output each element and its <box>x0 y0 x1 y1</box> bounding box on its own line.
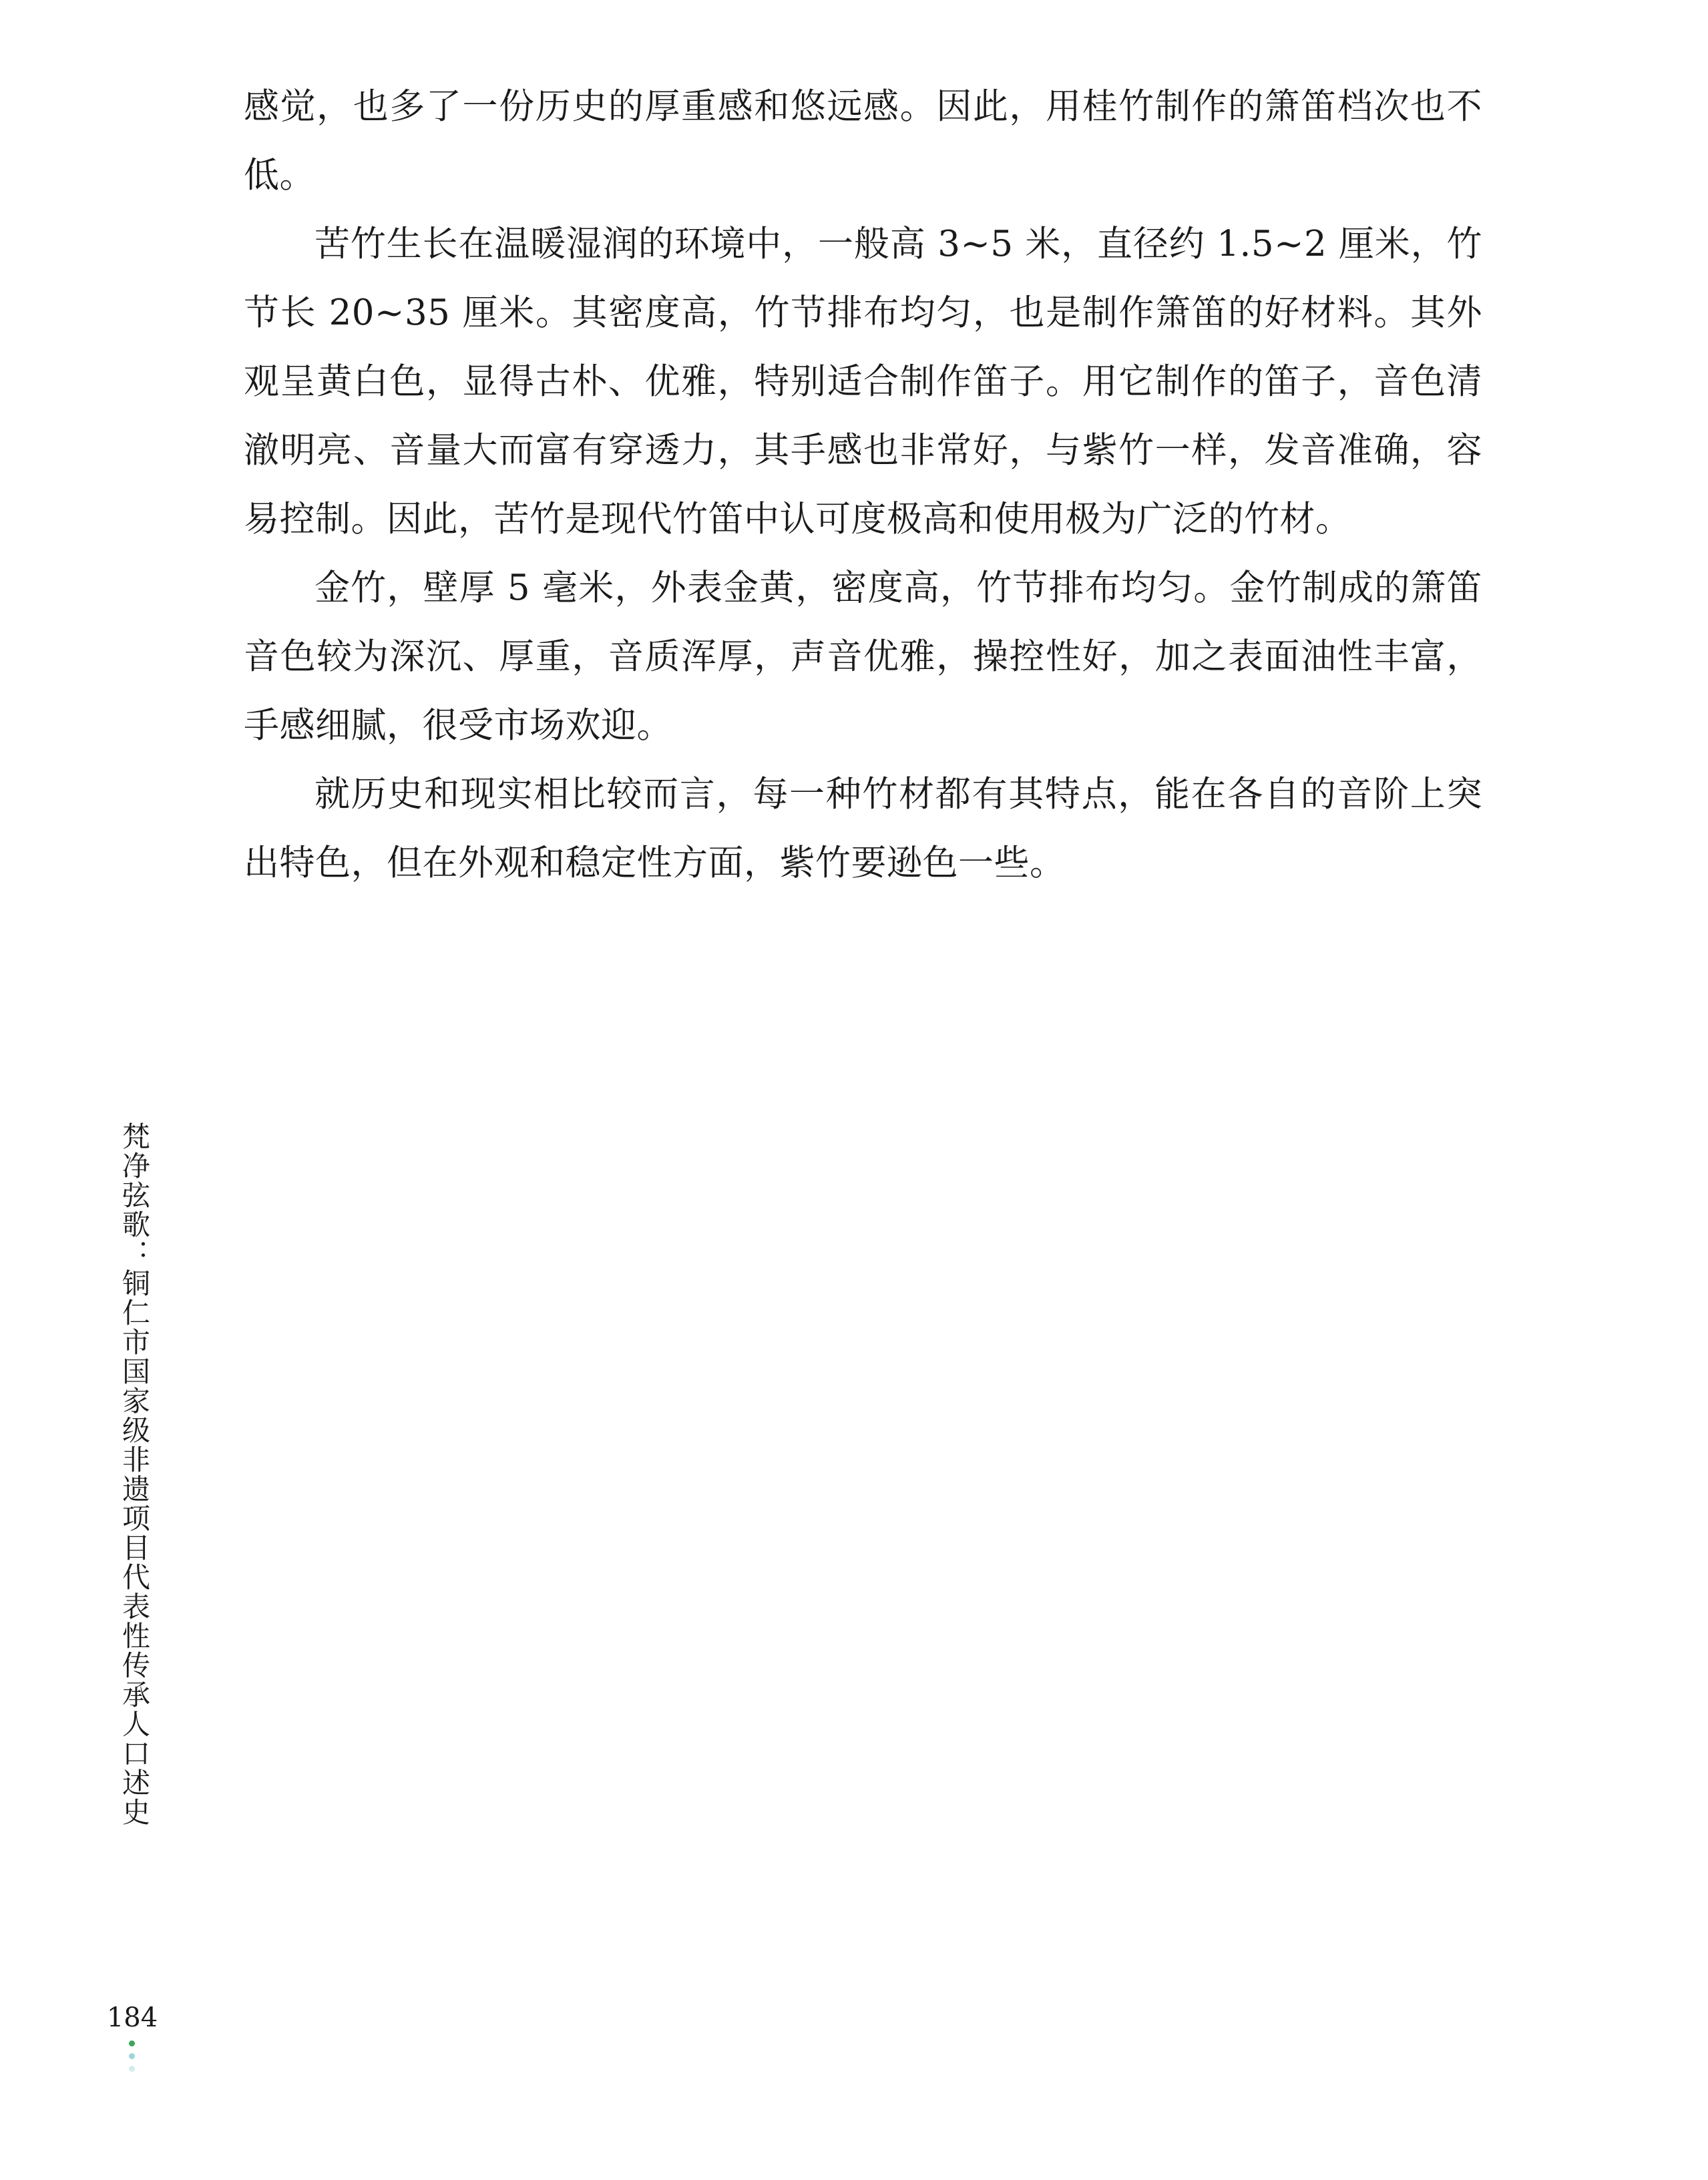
decorative-dot <box>129 2066 135 2072</box>
decorative-dot <box>129 2040 135 2046</box>
body-text <box>244 72 1482 897</box>
paragraph-kuzhu: 苦竹生长在温暖湿润的环境中，一般高 3~5 米，直径约 1.5~2 厘米，竹节长 20~35 厘米。其密度高，竹节排布均匀，也是制作箫笛的好材料。其外观呈黄白色，显得古朴、优雅，特别适合制作笛子。用它制作的笛子，音色清澈明亮、音量大而富有穿透力，其手感也非常好，与紫竹一样，发音准确，容易控制。因此，苦竹是现代竹笛中认可度极高和使用极为广泛的竹材。 <box>244 224 1482 539</box>
paragraph-comparison: 就历史和现实相比较而言，每一种竹材都有其特点，能在各自的音阶上突出特色，但在外观和稳定性方面，紫竹要逊色一些。 <box>244 774 1482 883</box>
running-book-title: 梵净弦歌：铜仁市国家级非遗项目代表性传承人口述史 <box>118 1122 151 1827</box>
paragraph-continued: 感觉，也多了一份历史的厚重感和悠远感。因此，用桂竹制作的箫笛档次也不低。 <box>244 86 1482 196</box>
decorative-dot <box>129 2053 135 2059</box>
paragraph-jinzhu: 金竹，壁厚 5 毫米，外表金黄，密度高，竹节排布均匀。金竹制成的箫笛音色较为深沉、厚重，音质浑厚，声音优雅，操控性好，加之表面油性丰富，手感细腻，很受市场欢迎。 <box>244 568 1482 746</box>
page-number: 184 <box>106 2002 158 2033</box>
decorative-dots <box>127 2040 136 2079</box>
